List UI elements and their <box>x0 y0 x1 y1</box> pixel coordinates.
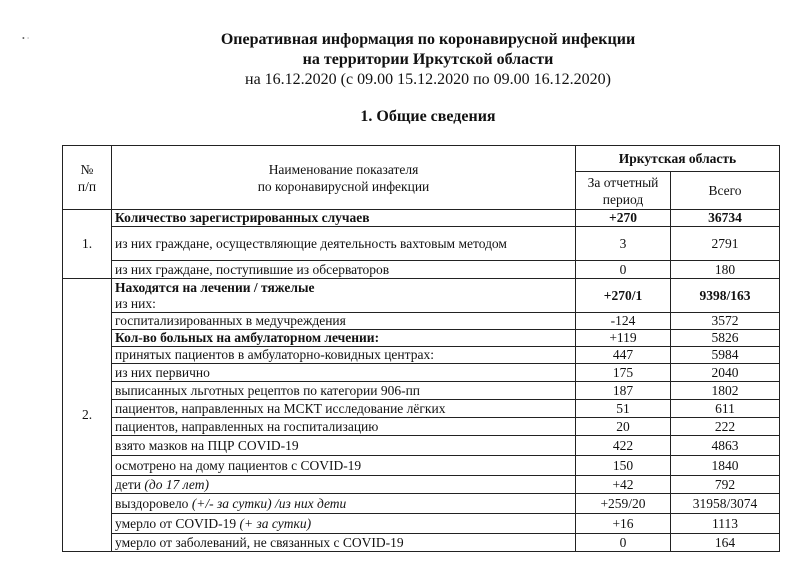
header-period: За отчетный период <box>576 172 671 210</box>
row-total: 36734 <box>671 210 780 227</box>
row-label-note: (до 17 лет) <box>144 476 209 492</box>
row-label: Кол-во больных на амбулаторном лечении: <box>112 330 576 347</box>
row-label <box>112 494 576 514</box>
row-label <box>112 279 576 313</box>
row-label: взято мазков на ПЦР COVID-19 <box>112 436 576 456</box>
group-number: 1. <box>63 210 112 279</box>
row-label: осмотрено на дому пациентов с COVID-19 <box>112 456 576 476</box>
header-row <box>63 146 780 172</box>
row-label: Количество зарегистрированных случаев <box>112 210 576 227</box>
table-row <box>63 210 780 227</box>
row-total: 222 <box>671 418 780 436</box>
row-label-sub: из них: <box>115 295 156 311</box>
row-total: 1113 <box>671 514 780 534</box>
row-period: 51 <box>576 400 671 418</box>
header-total: Всего <box>671 172 780 210</box>
row-label <box>112 476 576 494</box>
row-total: 611 <box>671 400 780 418</box>
table-row <box>63 347 780 364</box>
row-period: 447 <box>576 347 671 364</box>
row-total: 180 <box>671 261 780 279</box>
scan-marks: • · <box>22 34 30 43</box>
title-line-2: на территории Иркутской области <box>302 51 554 68</box>
table-row <box>63 330 780 347</box>
table-row <box>63 364 780 382</box>
section-title: 1. Общие сведения <box>360 108 496 125</box>
row-period: +42 <box>576 476 671 494</box>
date-range: на 16.12.2020 (с 09.00 15.12.2020 по 09.00 16.12.2020) <box>245 71 611 88</box>
covid-info-table <box>62 145 780 552</box>
row-total: 9398/163 <box>671 279 780 313</box>
row-label <box>112 514 576 534</box>
row-label-note: (+ за сутки) <box>239 515 312 531</box>
row-label-note: (+/- за сутки) /из них дети <box>191 495 347 511</box>
row-period: +259/20 <box>576 494 671 514</box>
row-total: 2791 <box>671 227 780 261</box>
row-label: из них граждане, осуществляющие деятельность вахтовым методом <box>112 227 576 261</box>
table-row <box>63 436 780 456</box>
row-label: пациентов, направленных на МСКТ исследование лёгких <box>112 400 576 418</box>
row-label-main: выздоровело <box>115 495 189 511</box>
row-period: 0 <box>576 261 671 279</box>
row-label-main: умерло от COVID-19 <box>115 515 237 531</box>
table-row <box>63 456 780 476</box>
table-row <box>63 494 780 514</box>
table-row <box>63 418 780 436</box>
header-number: № п/п <box>63 146 112 210</box>
row-total: 4863 <box>671 436 780 456</box>
row-total: 164 <box>671 534 780 552</box>
row-period: +16 <box>576 514 671 534</box>
row-period: 150 <box>576 456 671 476</box>
table-row <box>63 279 780 313</box>
row-period: -124 <box>576 313 671 330</box>
row-total: 2040 <box>671 364 780 382</box>
row-period: 422 <box>576 436 671 456</box>
row-label: из них граждане, поступившие из обсерваторов <box>112 261 576 279</box>
table-row <box>63 534 780 552</box>
row-label: из них первично <box>112 364 576 382</box>
row-period: 187 <box>576 382 671 400</box>
title-line-1: Оперативная информация по коронавирусной инфекции <box>220 31 636 48</box>
table-row <box>63 514 780 534</box>
table-row <box>63 476 780 494</box>
table-row <box>63 313 780 330</box>
row-label-main: дети <box>115 476 141 492</box>
table-row <box>63 227 780 261</box>
row-label: принятых пациентов в амбулаторно-ковидных центрах: <box>112 347 576 364</box>
table-row <box>63 400 780 418</box>
row-total: 31958/3074 <box>671 494 780 514</box>
row-label: выписанных льготных рецептов по категории 906-пп <box>112 382 576 400</box>
row-period: 175 <box>576 364 671 382</box>
row-label: умерло от заболеваний, не связанных с COVID-19 <box>112 534 576 552</box>
row-total: 5826 <box>671 330 780 347</box>
row-period: +270 <box>576 210 671 227</box>
row-period: 3 <box>576 227 671 261</box>
table-row <box>63 261 780 279</box>
table-row <box>63 382 780 400</box>
row-total: 792 <box>671 476 780 494</box>
row-total: 5984 <box>671 347 780 364</box>
group-number: 2. <box>63 279 112 552</box>
row-total: 1802 <box>671 382 780 400</box>
row-period: 20 <box>576 418 671 436</box>
row-label: госпитализированных в медучреждения <box>112 313 576 330</box>
row-period: +270/1 <box>576 279 671 313</box>
row-period: +119 <box>576 330 671 347</box>
row-label-main: Находятся на лечении / тяжелые <box>115 279 315 295</box>
row-total: 3572 <box>671 313 780 330</box>
row-label: пациентов, направленных на госпитализацию <box>112 418 576 436</box>
row-total: 1840 <box>671 456 780 476</box>
header-region: Иркутская область <box>576 146 780 172</box>
row-period: 0 <box>576 534 671 552</box>
header-indicator: Наименование показателя по коронавирусной инфекции <box>112 146 576 210</box>
